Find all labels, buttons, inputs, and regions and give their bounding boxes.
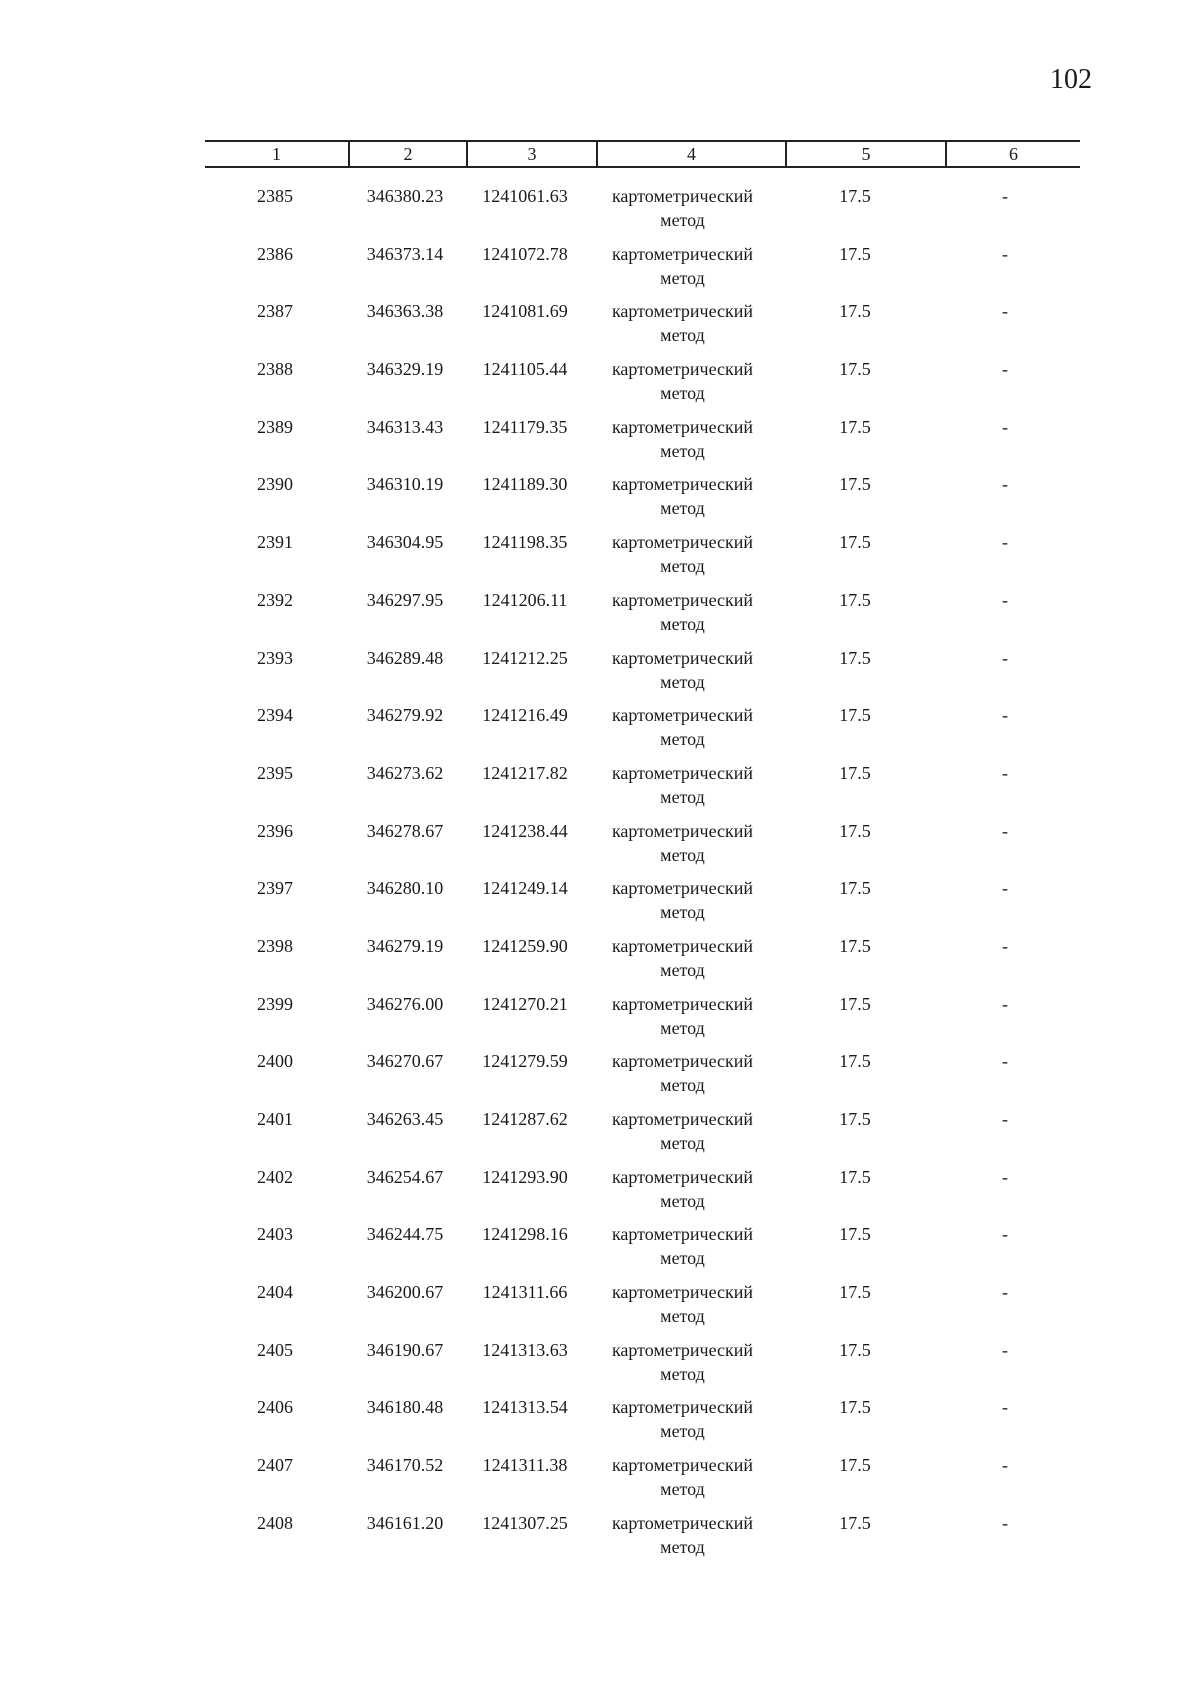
point-number: 2385 bbox=[257, 186, 293, 206]
method-cell bbox=[595, 703, 770, 751]
method-line-2: метод bbox=[660, 902, 705, 923]
method-line-1: картометрический bbox=[611, 935, 754, 956]
table-row bbox=[0, 530, 1200, 588]
note-value: - bbox=[1002, 532, 1008, 553]
table-row bbox=[0, 1107, 1200, 1165]
point-number: 2403 bbox=[257, 1224, 293, 1245]
column-header-2: 2 bbox=[403, 144, 413, 164]
table-row bbox=[0, 1049, 1200, 1107]
note-value: - bbox=[1002, 935, 1008, 956]
coordinate-y: 1241198.35 bbox=[482, 532, 568, 553]
method-line-2: метод bbox=[660, 1363, 705, 1384]
accuracy-value: 17.5 bbox=[839, 935, 871, 956]
note-value: - bbox=[1002, 1397, 1008, 1418]
method-line-1: картометрический bbox=[611, 1109, 754, 1129]
method-line-2: метод bbox=[660, 1536, 705, 1557]
method-line-1: картометрический bbox=[611, 1339, 754, 1360]
accuracy-value: 17.5 bbox=[839, 878, 871, 899]
method-cell bbox=[595, 1511, 770, 1559]
header-bottom-rule bbox=[205, 166, 1080, 168]
coordinate-x: 346161.20 bbox=[366, 1512, 444, 1533]
coordinate-y: 1241081.69 bbox=[482, 301, 568, 322]
column-header-3: 3 bbox=[527, 144, 537, 164]
coordinate-x: 346270.67 bbox=[366, 1051, 444, 1072]
coordinate-y: 1241307.25 bbox=[482, 1512, 568, 1533]
point-number: 2402 bbox=[257, 1166, 293, 1187]
method-cell bbox=[595, 415, 770, 463]
table-body bbox=[0, 184, 1200, 1569]
point-number: 2400 bbox=[257, 1051, 293, 1072]
note-value: - bbox=[1002, 1166, 1008, 1187]
accuracy-value: 17.5 bbox=[839, 705, 871, 726]
accuracy-value: 17.5 bbox=[839, 1455, 871, 1476]
point-number: 2389 bbox=[257, 416, 293, 437]
method-line-1: картометрический bbox=[611, 589, 754, 610]
note-value: - bbox=[1002, 1339, 1008, 1360]
accuracy-value: 17.5 bbox=[839, 993, 871, 1014]
method-line-2: метод bbox=[660, 1075, 705, 1096]
coordinate-y: 1241293.90 bbox=[482, 1166, 568, 1187]
point-number: 2393 bbox=[257, 647, 293, 668]
coordinate-y: 1241217.82 bbox=[482, 762, 568, 783]
table-row bbox=[0, 992, 1200, 1050]
method-line-2: метод bbox=[660, 556, 705, 577]
method-line-2: метод bbox=[660, 613, 705, 634]
coordinate-x: 346273.62 bbox=[366, 762, 444, 783]
method-line-2: метод bbox=[660, 325, 705, 346]
method-cell bbox=[595, 472, 770, 520]
method-line-2: метод bbox=[660, 1133, 705, 1153]
table-row bbox=[0, 876, 1200, 934]
note-value: - bbox=[1002, 1224, 1008, 1245]
coordinate-y: 1241061.63 bbox=[482, 186, 568, 206]
column-header-5: 5 bbox=[861, 144, 871, 164]
accuracy-value: 17.5 bbox=[839, 359, 871, 380]
method-cell bbox=[595, 588, 770, 636]
accuracy-value: 17.5 bbox=[839, 647, 871, 668]
note-value: - bbox=[1002, 993, 1008, 1014]
accuracy-value: 17.5 bbox=[839, 416, 871, 437]
accuracy-value: 17.5 bbox=[839, 589, 871, 610]
coordinate-y: 1241189.30 bbox=[482, 474, 568, 495]
table-row bbox=[0, 703, 1200, 761]
method-line-2: метод bbox=[660, 959, 705, 980]
coordinate-x: 346276.00 bbox=[366, 993, 444, 1014]
method-line-2: метод bbox=[660, 1479, 705, 1500]
method-line-2: метод bbox=[660, 729, 705, 750]
table-row bbox=[0, 1165, 1200, 1223]
coordinate-x: 346279.19 bbox=[366, 935, 444, 956]
point-number: 2391 bbox=[257, 532, 293, 553]
point-number: 2388 bbox=[257, 359, 293, 380]
method-line-1: картометрический bbox=[611, 762, 754, 783]
accuracy-value: 17.5 bbox=[839, 1166, 871, 1187]
coordinate-x: 346254.67 bbox=[366, 1166, 444, 1187]
table-row bbox=[0, 1511, 1200, 1569]
table-row bbox=[0, 1280, 1200, 1338]
method-line-1: картометрический bbox=[611, 1455, 754, 1476]
coordinate-y: 1241238.44 bbox=[482, 820, 568, 841]
method-line-2: метод bbox=[660, 383, 705, 404]
method-line-2: метод bbox=[660, 671, 705, 692]
table-row bbox=[0, 1453, 1200, 1511]
table-row bbox=[0, 1338, 1200, 1396]
note-value: - bbox=[1002, 1512, 1008, 1533]
point-number: 2387 bbox=[257, 301, 293, 322]
coordinate-x: 346380.23 bbox=[366, 186, 444, 206]
coordinate-x: 346279.92 bbox=[366, 705, 444, 726]
coordinate-x: 346200.67 bbox=[366, 1282, 444, 1303]
coordinate-y: 1241212.25 bbox=[482, 647, 568, 668]
note-value: - bbox=[1002, 1455, 1008, 1476]
method-line-1: картометрический bbox=[611, 186, 754, 206]
coordinate-x: 346263.45 bbox=[366, 1109, 444, 1129]
coordinate-y: 1241279.59 bbox=[482, 1051, 568, 1072]
coordinate-y: 1241298.16 bbox=[482, 1224, 568, 1245]
method-cell bbox=[595, 1338, 770, 1386]
accuracy-value: 17.5 bbox=[839, 1109, 871, 1129]
note-value: - bbox=[1002, 705, 1008, 726]
note-value: - bbox=[1002, 647, 1008, 668]
point-number: 2394 bbox=[257, 705, 293, 726]
point-number: 2406 bbox=[257, 1397, 293, 1418]
table-row bbox=[0, 934, 1200, 992]
accuracy-value: 17.5 bbox=[839, 762, 871, 783]
method-cell bbox=[595, 242, 770, 290]
method-line-1: картометрический bbox=[611, 993, 754, 1014]
point-number: 2407 bbox=[257, 1455, 293, 1476]
coordinate-y: 1241105.44 bbox=[482, 359, 568, 380]
coordinate-x: 346180.48 bbox=[366, 1397, 444, 1418]
point-number: 2386 bbox=[257, 243, 293, 264]
table-row bbox=[0, 472, 1200, 530]
note-value: - bbox=[1002, 1282, 1008, 1303]
point-number: 2398 bbox=[257, 935, 293, 956]
method-cell bbox=[595, 934, 770, 982]
coordinate-y: 1241072.78 bbox=[482, 243, 568, 264]
method-line-2: метод bbox=[660, 1421, 705, 1442]
method-line-1: картометрический bbox=[611, 1224, 754, 1245]
method-cell bbox=[595, 530, 770, 578]
point-number: 2396 bbox=[257, 820, 293, 841]
point-number: 2401 bbox=[257, 1109, 293, 1129]
coordinate-y: 1241311.66 bbox=[482, 1282, 568, 1303]
accuracy-value: 17.5 bbox=[839, 1282, 871, 1303]
note-value: - bbox=[1002, 589, 1008, 610]
method-line-2: метод bbox=[660, 1248, 705, 1269]
page-number: 102 bbox=[1050, 64, 1092, 95]
note-value: - bbox=[1002, 1051, 1008, 1072]
coordinate-y: 1241313.54 bbox=[482, 1397, 568, 1418]
accuracy-value: 17.5 bbox=[839, 186, 871, 206]
note-value: - bbox=[1002, 820, 1008, 841]
table-row bbox=[0, 761, 1200, 819]
coordinate-x: 346313.43 bbox=[366, 416, 444, 437]
point-number: 2405 bbox=[257, 1339, 293, 1360]
method-cell bbox=[595, 1165, 770, 1213]
table-row bbox=[0, 184, 1200, 242]
accuracy-value: 17.5 bbox=[839, 1397, 871, 1418]
coordinate-y: 1241287.62 bbox=[482, 1109, 568, 1129]
method-line-2: метод bbox=[660, 210, 705, 230]
coordinate-y: 1241313.63 bbox=[482, 1339, 568, 1360]
method-line-1: картометрический bbox=[611, 243, 754, 264]
method-line-2: метод bbox=[660, 844, 705, 865]
method-cell bbox=[595, 1049, 770, 1097]
method-line-2: метод bbox=[660, 267, 705, 288]
method-line-1: картометрический bbox=[611, 301, 754, 322]
accuracy-value: 17.5 bbox=[839, 301, 871, 322]
note-value: - bbox=[1002, 878, 1008, 899]
note-value: - bbox=[1002, 474, 1008, 495]
accuracy-value: 17.5 bbox=[839, 243, 871, 264]
coordinate-y: 1241270.21 bbox=[482, 993, 568, 1014]
coordinate-x: 346278.67 bbox=[366, 820, 444, 841]
coordinate-y: 1241249.14 bbox=[482, 878, 568, 899]
coordinate-x: 346304.95 bbox=[366, 532, 444, 553]
method-line-2: метод bbox=[660, 786, 705, 807]
coordinate-x: 346289.48 bbox=[366, 647, 444, 668]
method-line-2: метод bbox=[660, 498, 705, 519]
method-cell bbox=[595, 1107, 770, 1155]
coordinate-x: 346329.19 bbox=[366, 359, 444, 380]
point-number: 2397 bbox=[257, 878, 293, 899]
coordinate-y: 1241311.38 bbox=[482, 1455, 568, 1476]
note-value: - bbox=[1002, 186, 1008, 206]
table-row bbox=[0, 299, 1200, 357]
coordinate-y: 1241216.49 bbox=[482, 705, 568, 726]
method-line-1: картометрический bbox=[611, 1512, 754, 1533]
method-cell bbox=[595, 992, 770, 1040]
table-row bbox=[0, 819, 1200, 877]
point-number: 2404 bbox=[257, 1282, 293, 1303]
point-number: 2408 bbox=[257, 1512, 293, 1533]
column-header-6: 6 bbox=[1009, 144, 1018, 164]
coordinate-x: 346280.10 bbox=[366, 878, 444, 899]
table-row bbox=[0, 415, 1200, 473]
table-row bbox=[0, 357, 1200, 415]
method-line-1: картометрический bbox=[611, 878, 754, 899]
method-line-1: картометрический bbox=[611, 647, 754, 668]
table-row bbox=[0, 1222, 1200, 1280]
accuracy-value: 17.5 bbox=[839, 532, 871, 553]
method-line-1: картометрический bbox=[611, 416, 754, 437]
method-line-1: картометрический bbox=[611, 532, 754, 553]
note-value: - bbox=[1002, 762, 1008, 783]
coordinate-y: 1241206.11 bbox=[482, 589, 568, 610]
note-value: - bbox=[1002, 1109, 1008, 1129]
column-header-1: 1 bbox=[272, 144, 281, 164]
note-value: - bbox=[1002, 301, 1008, 322]
method-cell bbox=[595, 357, 770, 405]
method-cell bbox=[595, 646, 770, 694]
point-number: 2395 bbox=[257, 762, 293, 783]
method-line-2: метод bbox=[660, 1306, 705, 1327]
method-line-2: метод bbox=[660, 1190, 705, 1211]
column-header-4: 4 bbox=[687, 144, 696, 164]
coordinate-x: 346373.14 bbox=[366, 243, 444, 264]
coordinate-y: 1241179.35 bbox=[482, 416, 568, 437]
method-line-1: картометрический bbox=[611, 1397, 754, 1418]
table-row bbox=[0, 242, 1200, 300]
method-cell bbox=[595, 876, 770, 924]
note-value: - bbox=[1002, 416, 1008, 437]
note-value: - bbox=[1002, 359, 1008, 380]
coordinate-x: 346190.67 bbox=[366, 1339, 444, 1360]
accuracy-value: 17.5 bbox=[839, 1339, 871, 1360]
coordinate-x: 346244.75 bbox=[366, 1224, 444, 1245]
method-cell bbox=[595, 1395, 770, 1443]
method-line-1: картометрический bbox=[611, 820, 754, 841]
method-line-1: картометрический bbox=[611, 1166, 754, 1187]
coordinate-x: 346297.95 bbox=[366, 589, 444, 610]
table-header bbox=[205, 140, 1080, 168]
table-row bbox=[0, 588, 1200, 646]
method-cell bbox=[595, 1222, 770, 1270]
method-cell bbox=[595, 761, 770, 809]
coordinate-x: 346363.38 bbox=[366, 301, 444, 322]
method-cell bbox=[595, 184, 770, 232]
method-line-2: метод bbox=[660, 1017, 705, 1038]
method-line-1: картометрический bbox=[611, 705, 754, 726]
accuracy-value: 17.5 bbox=[839, 1051, 871, 1072]
method-cell bbox=[595, 1453, 770, 1501]
note-value: - bbox=[1002, 243, 1008, 264]
point-number: 2390 bbox=[257, 474, 293, 495]
method-line-1: картометрический bbox=[611, 1051, 754, 1072]
table-row bbox=[0, 646, 1200, 704]
coordinate-x: 346310.19 bbox=[366, 474, 444, 495]
method-line-1: картометрический bbox=[611, 474, 754, 495]
accuracy-value: 17.5 bbox=[839, 1512, 871, 1533]
accuracy-value: 17.5 bbox=[839, 1224, 871, 1245]
coordinate-y: 1241259.90 bbox=[482, 935, 568, 956]
accuracy-value: 17.5 bbox=[839, 820, 871, 841]
method-cell bbox=[595, 819, 770, 867]
method-cell bbox=[595, 1280, 770, 1328]
point-number: 2392 bbox=[257, 589, 293, 610]
method-line-2: метод bbox=[660, 440, 705, 461]
method-line-1: картометрический bbox=[611, 359, 754, 380]
accuracy-value: 17.5 bbox=[839, 474, 871, 495]
coordinate-x: 346170.52 bbox=[366, 1455, 444, 1476]
method-cell bbox=[595, 299, 770, 347]
point-number: 2399 bbox=[257, 993, 293, 1014]
table-row bbox=[0, 1395, 1200, 1453]
method-line-1: картометрический bbox=[611, 1282, 754, 1303]
